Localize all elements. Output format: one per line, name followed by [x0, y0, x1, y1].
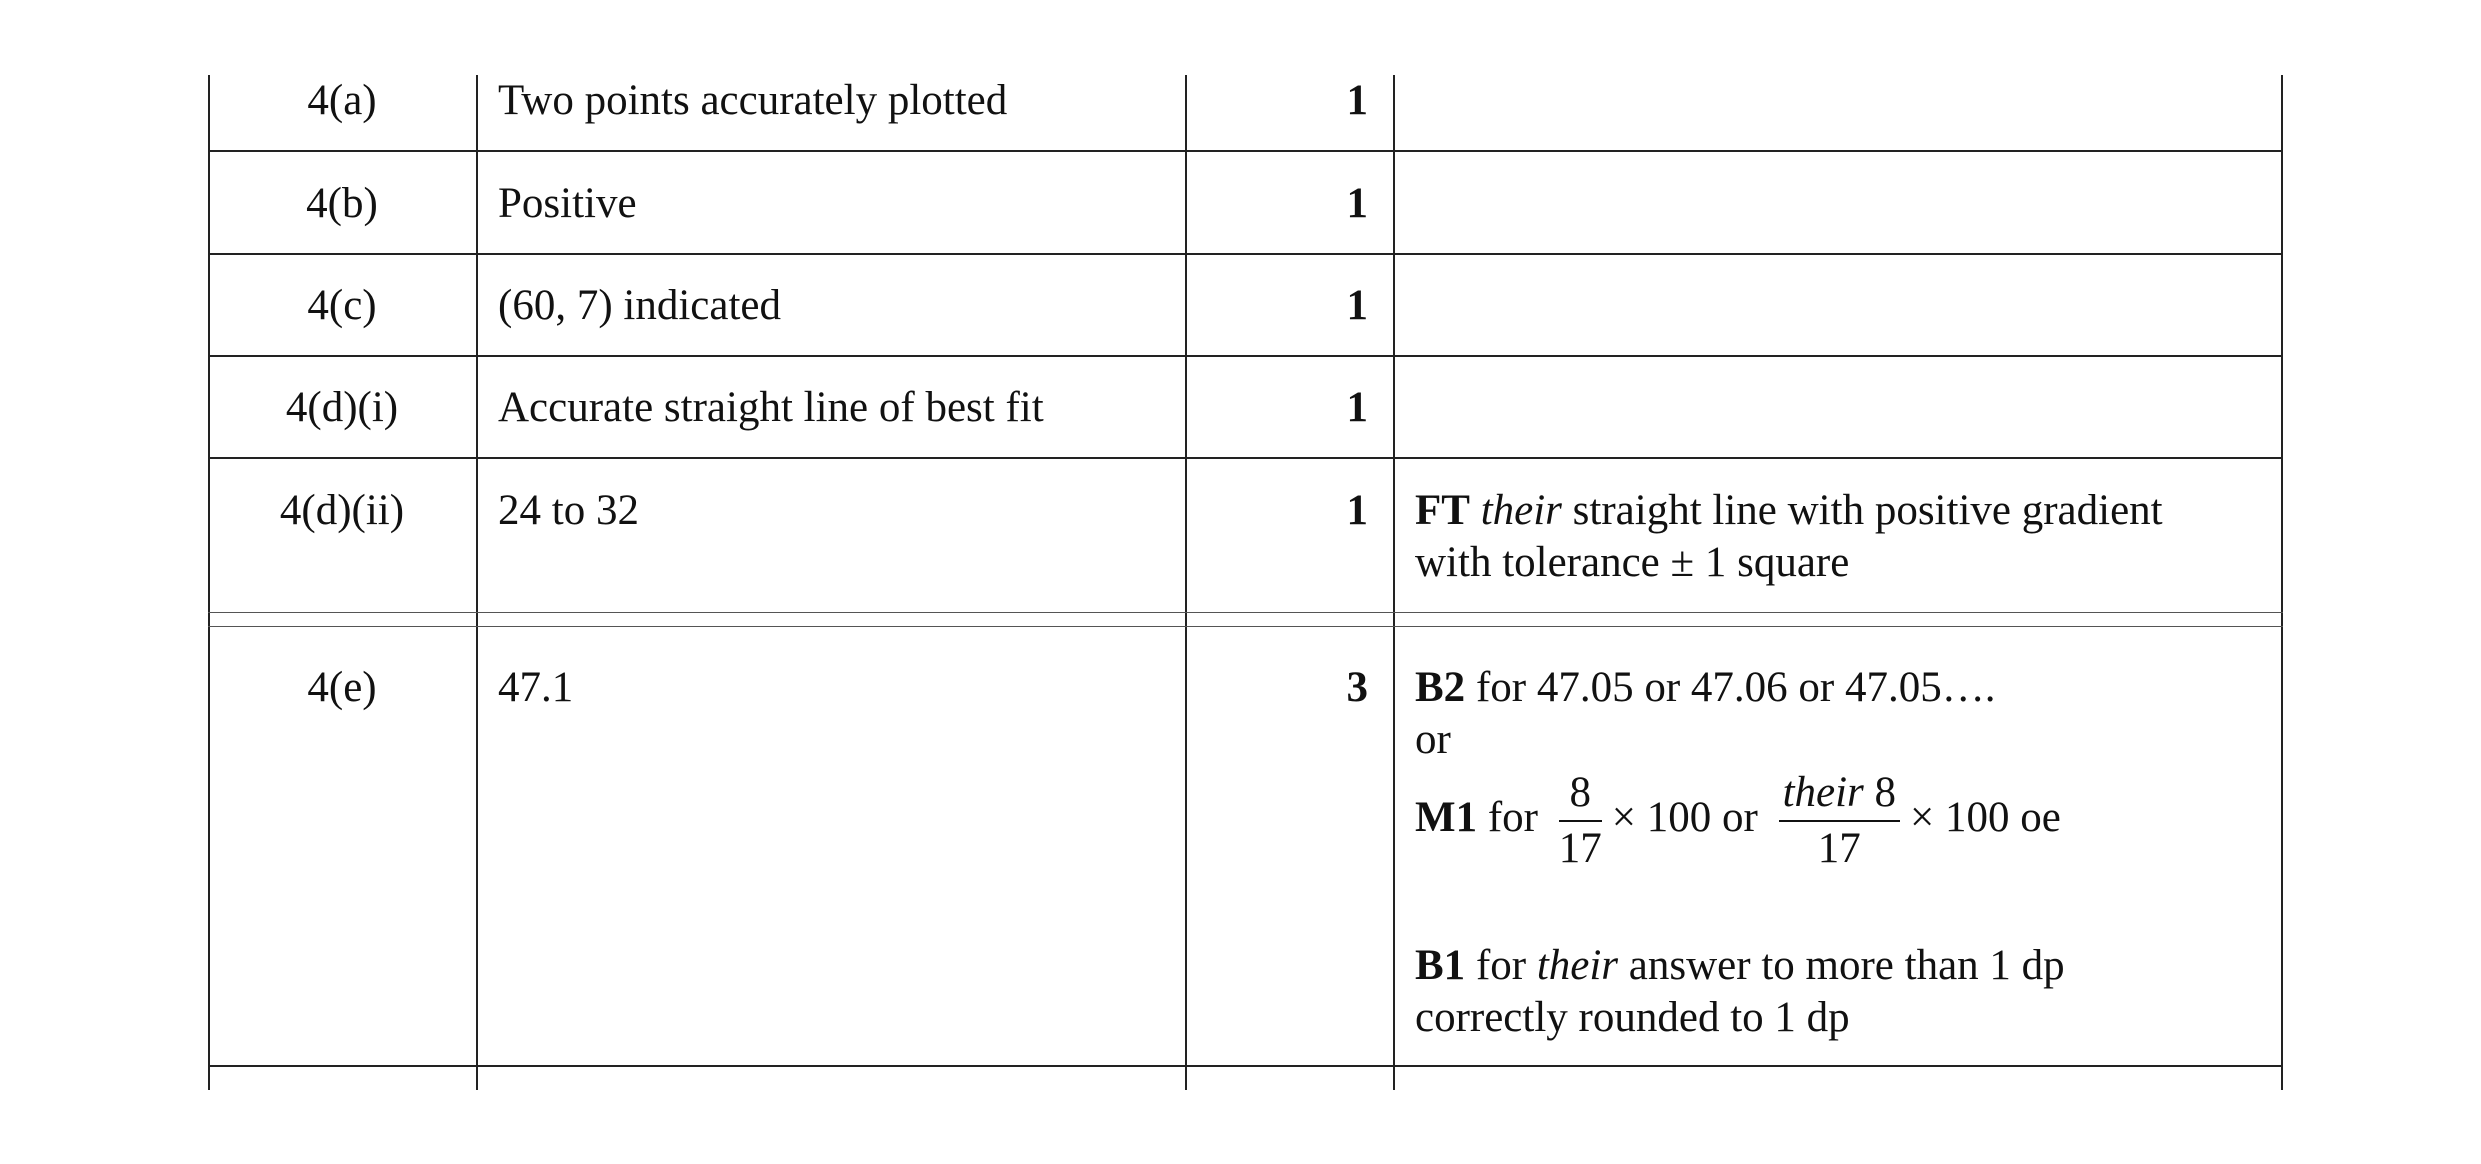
question-number: 4(a) — [307, 77, 377, 124]
guidance-or: or — [1415, 716, 1451, 763]
their-italic: their — [1782, 769, 1864, 816]
row-divider — [208, 355, 2283, 357]
mark-value: 1 — [1346, 180, 1368, 227]
fraction-denominator: 17 — [1817, 825, 1861, 872]
their-italic: their — [1480, 487, 1562, 534]
fraction-numerator — [1779, 770, 1900, 822]
guidance-line: straight line with positive gradient — [1561, 487, 2163, 534]
mark-code: FT — [1415, 487, 1470, 534]
fraction-numerator: 8 — [1559, 770, 1602, 822]
column-divider — [2281, 75, 2283, 1090]
column-divider — [1393, 75, 1395, 1090]
answer-text: Accurate straight line of best fit — [498, 384, 1044, 431]
guidance-word: × 100 oe — [1910, 793, 2061, 841]
answer-text: 24 to 32 — [498, 487, 639, 534]
question-number: 4(c) — [307, 282, 377, 329]
mark-value: 1 — [1346, 282, 1368, 329]
answer-text: Positive — [498, 180, 637, 227]
guidance-text — [1415, 662, 1995, 766]
their-italic: their — [1536, 942, 1619, 989]
mark-code: B1 — [1415, 942, 1466, 989]
row-divider — [208, 150, 2283, 152]
fraction — [1779, 770, 1900, 872]
guidance-word: for — [1465, 942, 1537, 989]
fraction — [1559, 770, 1602, 872]
question-number: 4(d)(ii) — [279, 487, 405, 534]
guidance-word: × 100 or — [1611, 793, 1769, 841]
row-divider — [208, 1065, 2283, 1067]
mark-value: 1 — [1346, 77, 1368, 124]
guidance-line: with tolerance ± 1 square — [1415, 539, 1850, 586]
answer-text: 47.1 — [498, 664, 574, 711]
answer-text: Two points accurately plotted — [498, 77, 1008, 124]
guidance-line: correctly rounded to 1 dp — [1415, 994, 1850, 1041]
answer-text: (60, 7) indicated — [498, 282, 781, 329]
mark-code: B2 — [1415, 664, 1466, 711]
column-divider — [476, 75, 478, 1090]
fraction-denominator: 17 — [1558, 825, 1602, 872]
guidance-line: for 47.05 or 47.06 or 47.05…. — [1465, 664, 1996, 711]
row-divider — [208, 612, 2283, 613]
question-number: 4(d)(i) — [285, 384, 399, 431]
numerator-value: 8 — [1863, 769, 1897, 816]
guidance-text — [1415, 940, 2065, 1044]
mark-value: 1 — [1346, 384, 1368, 431]
row-divider — [208, 253, 2283, 255]
question-number: 4(b) — [306, 180, 378, 227]
row-divider — [208, 457, 2283, 459]
guidance-word: for — [1477, 793, 1549, 841]
mark-value: 1 — [1346, 487, 1368, 534]
guidance-text — [1415, 485, 2163, 589]
row-divider — [208, 626, 2283, 627]
guidance-method — [1415, 770, 2061, 872]
guidance-line: answer to more than 1 dp — [1618, 942, 2065, 989]
question-number: 4(e) — [307, 664, 377, 711]
mark-value: 3 — [1346, 664, 1368, 711]
mark-code: M1 — [1415, 793, 1478, 841]
